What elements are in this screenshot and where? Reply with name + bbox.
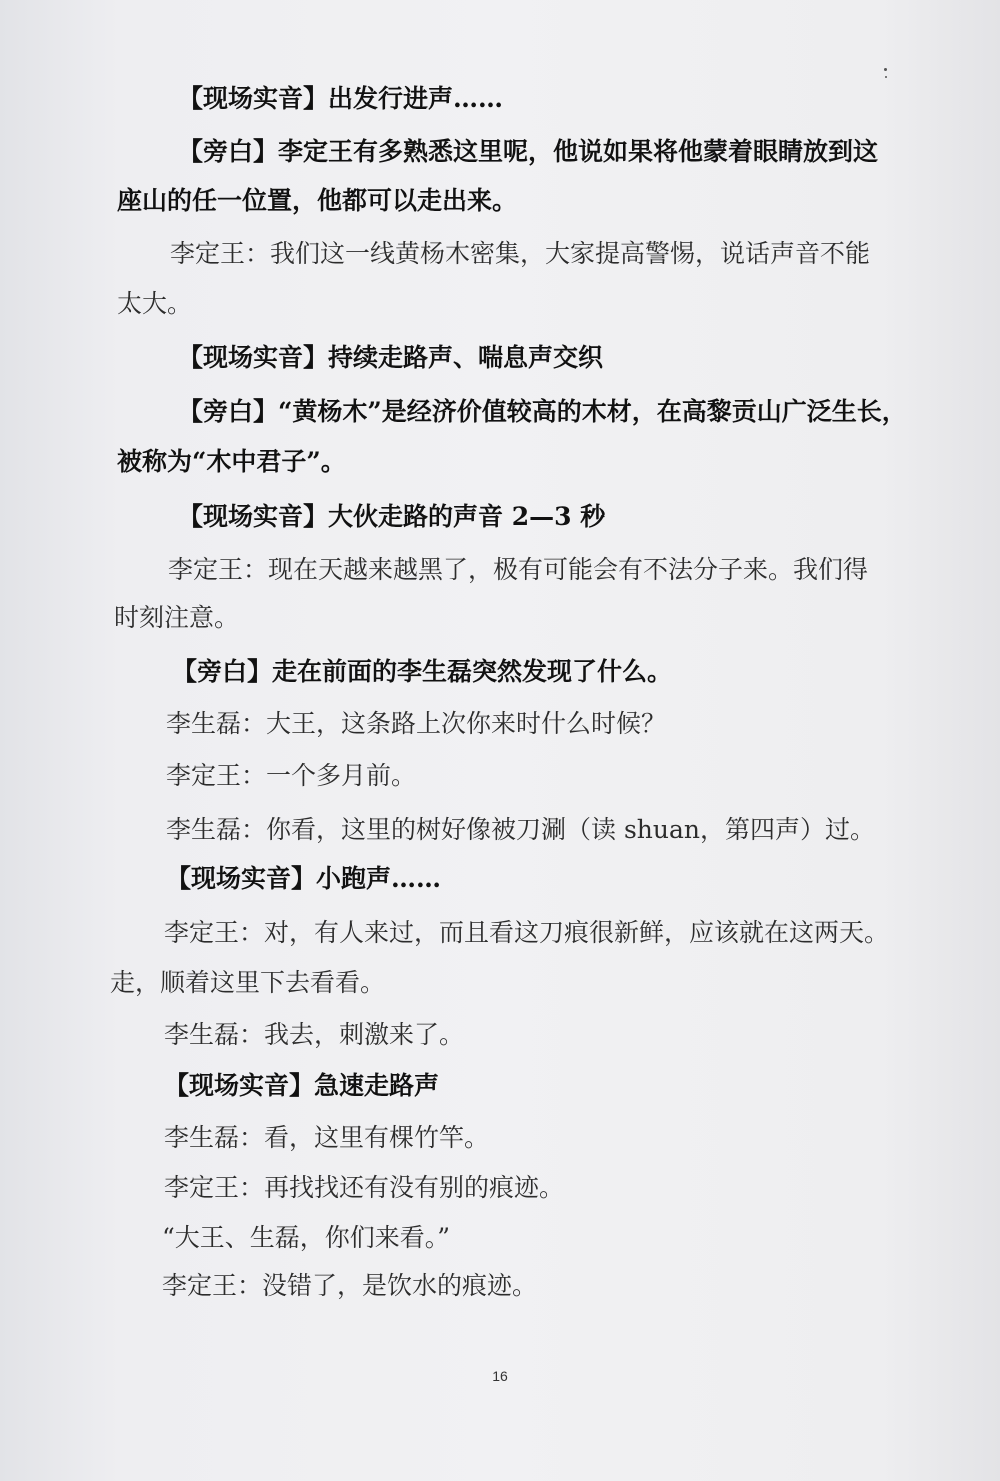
dialogue-line: 李生磊：你看，这里的树好像被刀涮（读 shuan，第四声）过。 <box>166 815 875 844</box>
dialogue-line: 走，顺着这里下去看看。 <box>110 968 386 997</box>
dialogue-line: 时刻注意。 <box>114 603 240 632</box>
dialogue-line: 李定王：我们这一线黄杨木密集，大家提高警惕，说话声音不能 <box>170 239 871 268</box>
dialogue-line: 李定王：再找找还有没有别的痕迹。 <box>164 1173 565 1202</box>
stage-direction: 【现场实音】出发行进声…… <box>178 84 504 113</box>
narration: 座山的任一位置，他都可以走出来。 <box>117 186 518 215</box>
dialogue-line: “大王、生磊，你们来看。” <box>162 1223 451 1252</box>
dialogue-line: 李定王：一个多月前。 <box>166 761 417 790</box>
scan-speck <box>885 76 887 78</box>
narration: 【旁白】李定王有多熟悉这里呢，他说如果将他蒙着眼睛放到这 <box>178 137 879 166</box>
dialogue-line: 李生磊：我去，刺激来了。 <box>164 1020 465 1049</box>
dialogue-line: 太大。 <box>117 289 193 318</box>
stage-direction: 【现场实音】大伙走路的声音 2—3 秒 <box>178 502 606 531</box>
dialogue-line: 李定王：现在天越来越黑了，极有可能会有不法分子来。我们得 <box>168 555 869 584</box>
dialogue-line: 李生磊：看，这里有棵竹竿。 <box>164 1123 490 1152</box>
scan-speck <box>884 68 887 71</box>
stage-direction: 【现场实音】小跑声…… <box>166 864 442 893</box>
narration: 【旁白】“黄杨木”是经济价值较高的木材，在高黎贡山广泛生长， <box>178 397 907 426</box>
stage-direction: 【现场实音】持续走路声、喘息声交织 <box>178 343 604 372</box>
narration: 被称为“木中君子”。 <box>117 447 346 476</box>
dialogue-line: 李生磊：大王，这条路上次你来时什么时候？ <box>166 709 667 738</box>
stage-direction: 【现场实音】急速走路声 <box>164 1071 440 1100</box>
dialogue-line: 李定王：对，有人来过，而且看这刀痕很新鲜，应该就在这两天。 <box>164 918 890 947</box>
page-number: 16 <box>492 1368 508 1384</box>
narration: 【旁白】走在前面的李生磊突然发现了什么。 <box>172 657 673 686</box>
dialogue-line: 李定王：没错了，是饮水的痕迹。 <box>162 1271 538 1300</box>
